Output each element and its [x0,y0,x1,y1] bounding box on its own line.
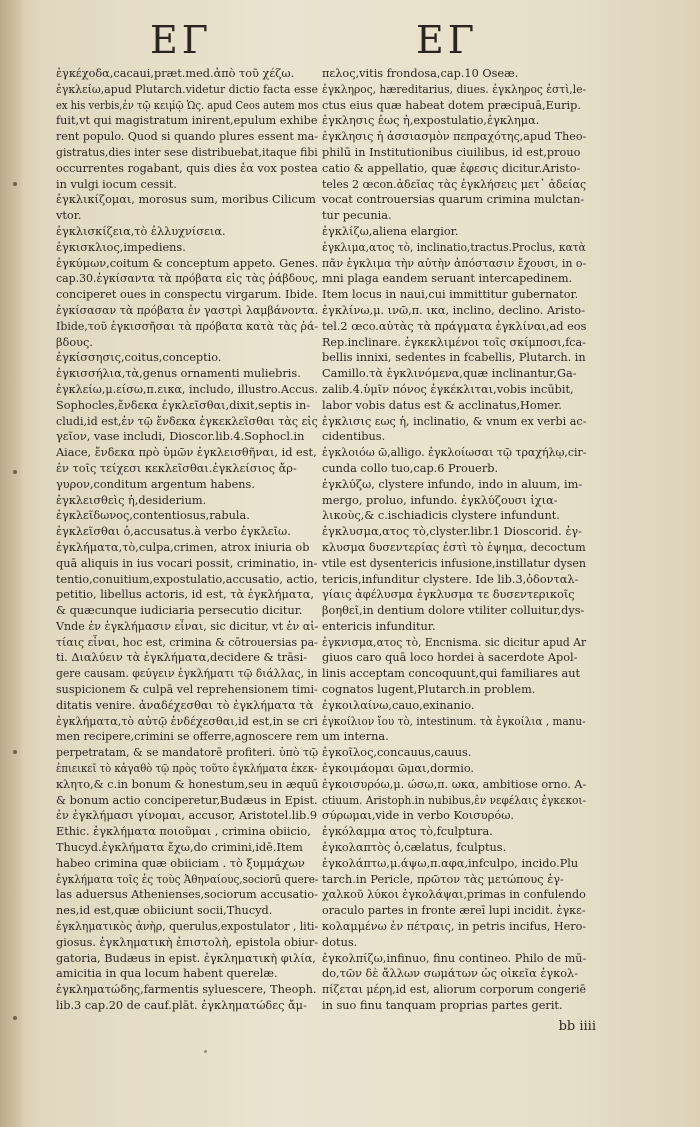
text-line: tel.2 œco.αὐτὰς τὰ πράγματα ἐγκλίναι,ad eos [322,319,587,333]
text-line: um interna. [322,730,389,744]
margin-mark [13,750,17,754]
text-line: fuit,vt qui magistratum inirent,epulum exhibe [56,114,318,128]
text-line: ἐγκλυσμα,ατος τὸ,clyster.libr.1 Dioscorid. ἐγ- [322,525,582,539]
text-line: ἐγκληρος, hæreditarius, diues. ἐγκληρος ἐστὶ,le- [322,82,587,96]
text-line: oraculo partes in fronte æreī lupi incidit. ἐγκε- [322,904,586,918]
text-line: teles 2 œcon.ἀδεῖας τὰς ἐγκλήσεις μετ᾽ ἀδείας [322,177,587,191]
running-head-left: ΕΓ [150,18,213,62]
text-line: entericis infunditur. [322,619,436,633]
text-line: cunda collo tuo,cap.6 Prouerb. [322,461,499,475]
text-line: ἐγκλύζω, clystere infundo, indo in aluum, im- [322,477,583,491]
text-line: ἐγκνισμα,ατος τὸ, Encnisma. sic dicitur apud Ar [322,635,587,649]
text-line: ἐγκολαπτὸς ὁ,cælatus, fculptus. [322,841,507,855]
text-line: ἐγκλισκίζεια,τὸ ἐλλυχνίσεια. [56,224,226,238]
text-line: ἐγκλήματα τοῖς ἐς τοὺς Ἀθηναίους,sociorū quere- [56,872,319,886]
ink-speck [204,1050,207,1053]
text-line: dotus. [322,935,358,949]
text-line: occurrentes rogabant, quis dies ἐα vox postea [56,161,318,175]
text-line: bellis innixi, sedentes in fcabellis, Plutarch. in [322,351,586,365]
text-line: ἐγκολάπτω,μ.άψω,π.αφα,infculpo, incido.Plu [322,856,579,870]
text-line: σύρωμαι,vide in verbo Κοισυρόω. [322,809,514,823]
text-line: ἐγκλήματα,τὸ αὐτῷ ἐνδέχεσθαι,id est,in se cri [56,714,318,728]
left-text-column [56,66,318,1014]
text-line: cognatos lugent,Plutarch.in problem. [322,683,536,697]
text-line: Camillo.τὰ ἐγκλινόμενα,quæ inclinantur,Ga- [322,367,577,381]
text-line: Rep.inclinare. ἐγκεκλιμένοι τοῖς σκίμποσι,fca- [322,335,586,349]
text-line: perpetratam, & se mandatorē profiteri. ὑπὸ τῷ [56,746,319,760]
text-line: γεῖον, vase includi, Dioscor.lib.4.Sophocl.in [56,430,305,444]
text-line: tentio,conuitium,expostulatio,accusatio, actio, [56,572,318,586]
text-line: ἐγκέχοδα,cacaui,præt.med.ἀπὸ τοῦ χέζω. [56,67,295,80]
text-line: tericis,infunditur clystere. Ide lib.3,ὀδονταλ- [322,572,579,586]
text-line: κλητο,& c.in bonum & honestum,seu in æquū [56,777,319,791]
text-line: ἐγκλείω,apud Plutarch.videtur dictio facta esse [56,82,318,96]
text-line: Vnde ἐν ἐγκλήμασιν εἶναι, sic dicitur, vt ἐν αἰ- [56,619,319,633]
text-line: ἐγκλίνω,μ. ινῶ,π. ικα, inclino, declino. Aristo- [322,303,586,317]
signature-mark: bb iiii [558,1019,596,1034]
text-line: ἐγκύμων,coitum & conceptum appeto. Genes. [56,256,319,270]
right-text-column [322,66,586,1014]
text-line: suspicionem & culpā vel reprehensionem timi- [56,683,318,697]
text-line: Ibide,τοῦ ἐγκισσῆσαι τὰ πρόβατα κατὰ τὰς ῥά- [56,319,319,333]
text-line: ἐγκλησις ἡ ἀσσιασμὸν πεπραχότης,apud Theo- [322,130,587,144]
page-spine-shadow [0,0,22,1127]
text-line: men recipere,crimini se offerre,agnoscere rem [56,730,319,744]
text-line: ἐγκοίλιον ἴου τὸ, intestinum. τὰ ἐγκοίλια , manu- [322,714,586,728]
text-line: ctus eius quæ habeat dotem præcipuā,Eurip. [322,98,581,112]
text-line: ex his verbis,ἐν τῷ κειμ́ῷ Ὡς. apud Ceos autem mos [56,98,319,112]
text-line: & bonum actio conciperetur,Budæus in Epist. [56,793,318,807]
text-line: ἐγκόλαμμα ατος τὸ,fculptura. [322,825,493,839]
text-line: ἐγκλησις ἐως ἡ,expostulatio,ἐγκλημα. [322,114,540,128]
text-line: lib.3 cap.20 de cauf.plāt. ἐγκληματώδες ἄμ- [56,999,307,1013]
text-line: zalib.4.ὑμῖν πόνος ἐγκέκλιται,vobis incūbit, [322,382,574,396]
text-line: amicitia in qua locum habent querelæ. [56,967,278,981]
text-line: Ethic. ἐγκλήματα ποιοῦμαι , crimina obiicio, [56,825,311,839]
text-line: πίζεται μέρη,id est, aliorum corporum congeriē [322,983,586,997]
text-line: ἐγκλικίζομαι, morosus sum, moribus Cilicum [56,193,316,207]
text-line: ἐγκλείω,μ.είσω,π.εικα, includo, illustro.Accus. [56,382,318,396]
text-line: tarch.in Pericle, πρῶτον τὰς μετώπους ἐγ- [322,872,564,886]
margin-mark [13,182,17,186]
text-line: in vulgi iocum cessit. [56,177,177,191]
text-line: γίαις ἀφέλυσμα ἐγκλυσμα τε δυσεντερικοῖς [322,588,575,602]
text-line: λικοὺς,& c.ischiadicis clystere infundunt. [322,509,560,523]
text-line: ἐγκλεισθεὶς ἡ,desiderium. [56,493,207,507]
text-line: βδους. [56,335,93,349]
text-line: ἐγκίσασαν τὰ πρόβατα ἐν γαστρὶ λαμβάνοντα. [56,303,319,317]
text-line: quā aliquis in ius vocari possit, criminatio, in- [56,556,318,570]
text-line: ἐγκληματώδης,farmentis syluescere, Theoph. [56,983,317,997]
text-line: gistratus,dies inter sese distribuebat,itaque fibi [56,145,318,159]
text-line: Thucyd.ἐγκλήματα ἔχω,do crimini,idē.Item [56,841,303,855]
text-line: labor vobis datus est & acclinatus,Homer. [322,398,562,412]
text-line: in suo finu tanquam proprias partes gerit. [322,999,563,1013]
text-line: cidentibus. [322,430,386,444]
text-line: vtile est dysentericis infusione,instillatur dysen [322,556,587,570]
running-head-right: ΕΓ [416,18,479,62]
text-line: rent populo. Quod si quando plures essent ma- [56,130,319,144]
text-line: cap.30.ἐγκίσαντα τὰ πρόβατα εἰς τὰς ῥάβδους, [56,272,319,286]
text-line: ἐπιεικεῖ τὸ κἀγαθὸ τῷ πρὸς τοῦτο ἐγκλήματα ἐκεκ- [56,762,318,776]
text-line: ἐγκοισυρόω,μ. ώσω,π. ωκα, ambitiose orno. A- [322,777,587,791]
text-line: πᾶν ἐγκλιμα τὴν αὐτὴν ἀπόστασιν ἔχουσι, in o- [322,256,587,270]
text-line: ἐγκλοιόω ῶ,alligo. ἐγκλοίωσαι τῷ τραχήλῳ,cir- [322,446,587,460]
text-line: χαλκοῦ λύκοι ἐγκολάψαι,primas in confulendo [322,888,586,902]
text-line: cludi,id est,ἐν τῷ ἔνδεκα ἐγκεκλεῖσθαι τὰς εἰς [56,414,318,428]
text-line: Aiace, ἔνδεκα πρὸ ὑμῶν ἐγκλεισθῆναι, id est, [56,446,317,460]
text-line: ἐν ἐγκλήμασι γίνομαι, accusor, Aristotel.lib.9 [56,809,318,823]
text-line: ἐγκληματικὸς ἀνὴρ, querulus,expostulator , liti- [56,920,319,934]
text-line: ἐγκλίζω,alienа elargior. [322,224,459,238]
text-line: ἐγκίσσησις,coitus,conceptio. [56,351,222,365]
text-line: tur pecunia. [322,209,392,223]
text-line: las aduersus Athenienses,sociorum accusatio- [56,888,318,902]
text-line: τίαις εἶναι, hoc est, crimina & cōtrouersias pa- [56,635,318,649]
text-line: ἐγκοιλαίνω,cauo,exinanio. [322,698,475,712]
text-line: ἐγκλιμα,ατος τὸ, inclinatio,tractus.Proclus, κατὰ [322,240,586,254]
text-line: ctiuum. Aristoph.in nubibus,ἐν νεφέλαις ἐγκεκοι- [322,793,587,807]
text-line: vocat controuersias quarum crimina mulctan- [322,193,585,207]
text-line: κολαμμένω ἐν πέτραις, in petris incifus, Hero- [322,920,587,934]
text-line: philū in Institutionibus ciuilibus, id est,prouo [322,145,581,159]
text-line: βοηθεῖ,in dentium dolore vtiliter colluitur,dys- [322,604,585,618]
text-line: petitio, libellus actoris, id est, τὰ ἐγκλήματα, [56,588,314,602]
text-line: gatoria, Budæus in epist. ἐγκληματικὴ φιλία, [56,951,316,965]
text-line: ti. Διαλύειν τὰ ἐγκλήματα,decidere & trāsi- [56,651,308,665]
text-line: do,τῶν δὲ ἄλλων σωμάτων ὡς οἰκεῖα ἐγκολ- [322,967,579,981]
text-line: mni plaga eandem seruant intercapedinem. [322,272,573,286]
text-line: ἐγκλεῖδωνος,contentiosus,rabula. [56,509,250,523]
margin-mark [13,470,17,474]
text-line: πελος,vitis frondosa,cap.10 Oseæ. [322,67,519,80]
text-line: ἐν τοῖς τείχεσι κεκλεῖσθαι.ἐγκλείσιος ἄρ- [56,461,297,475]
margin-mark [13,1016,17,1020]
text-line: ἐγκισσήλια,τὰ,genus ornamenti muliebris. [56,367,301,381]
text-line: nes,id est,quæ obiiciunt socii,Thucyd. [56,904,273,918]
text-line: & quæcunque iudiciaria persecutio dicitur. [56,604,303,618]
text-line: mergo, proluo, infundo. ἐγκλύζουσι ἰχια- [322,493,558,507]
text-line: ἐγκοιμάομαι ῶμαι,dormio. [322,762,475,776]
text-line: conciperet oues in conspectu virgarum. Ibide. [56,288,318,302]
text-line: vtor. [56,209,82,223]
text-line: linis acceptam concoquunt,qui familiares aut [322,667,581,681]
text-line: habeo crimina quæ obiiciam . τὸ ξυμμάχων [56,856,305,870]
text-line: Sophocles,ἔνδεκα ἐγκλεῖσθαι,dixit,septis in- [56,398,311,412]
text-line: ἐγκολπίζω,infinuo, finu contineo. Philo de mū- [322,951,587,965]
text-line: ἐγκισκλιος,impediens. [56,240,186,254]
text-line: giosus. ἐγκληματικὴ ἐπιστολὴ, epistola obiur- [56,935,319,949]
text-line: ditatis venire. ἀναδέχεσθαι τὸ ἐγκλήματα τὰ [56,698,314,712]
text-line: ἐγκλισις εως ἡ, inclinatio, & vnum ex verbi ac- [322,414,587,428]
text-line: gere causam. φεύγειν ἐγκλήματι τῷ διάλλας, in [56,667,318,681]
text-line: ἐγκοῖλος,concauus,cauus. [322,746,472,760]
text-line: Item locus in naui,cui immittitur gubernator. [322,288,579,302]
text-line: κλυσμα δυσεντερίας ἐστὶ τὸ ἑψημα, decoctum [322,540,586,554]
text-line: γυρον,conditum argentum habens. [56,477,255,491]
text-line: catio & appellatio, quæ ἐφεσις dicitur.Aristo- [322,161,581,175]
text-line: giuos caro quā loco hordei à sacerdote Apol- [322,651,578,665]
text-line: ἐγκλήματα,τὸ,culpa,crimen, atrox iniuria ob [56,540,310,554]
text-line: ἐγκλεῖσθαι ὁ,accusatus.à verbo ἐγκλεῖω. [56,525,291,539]
